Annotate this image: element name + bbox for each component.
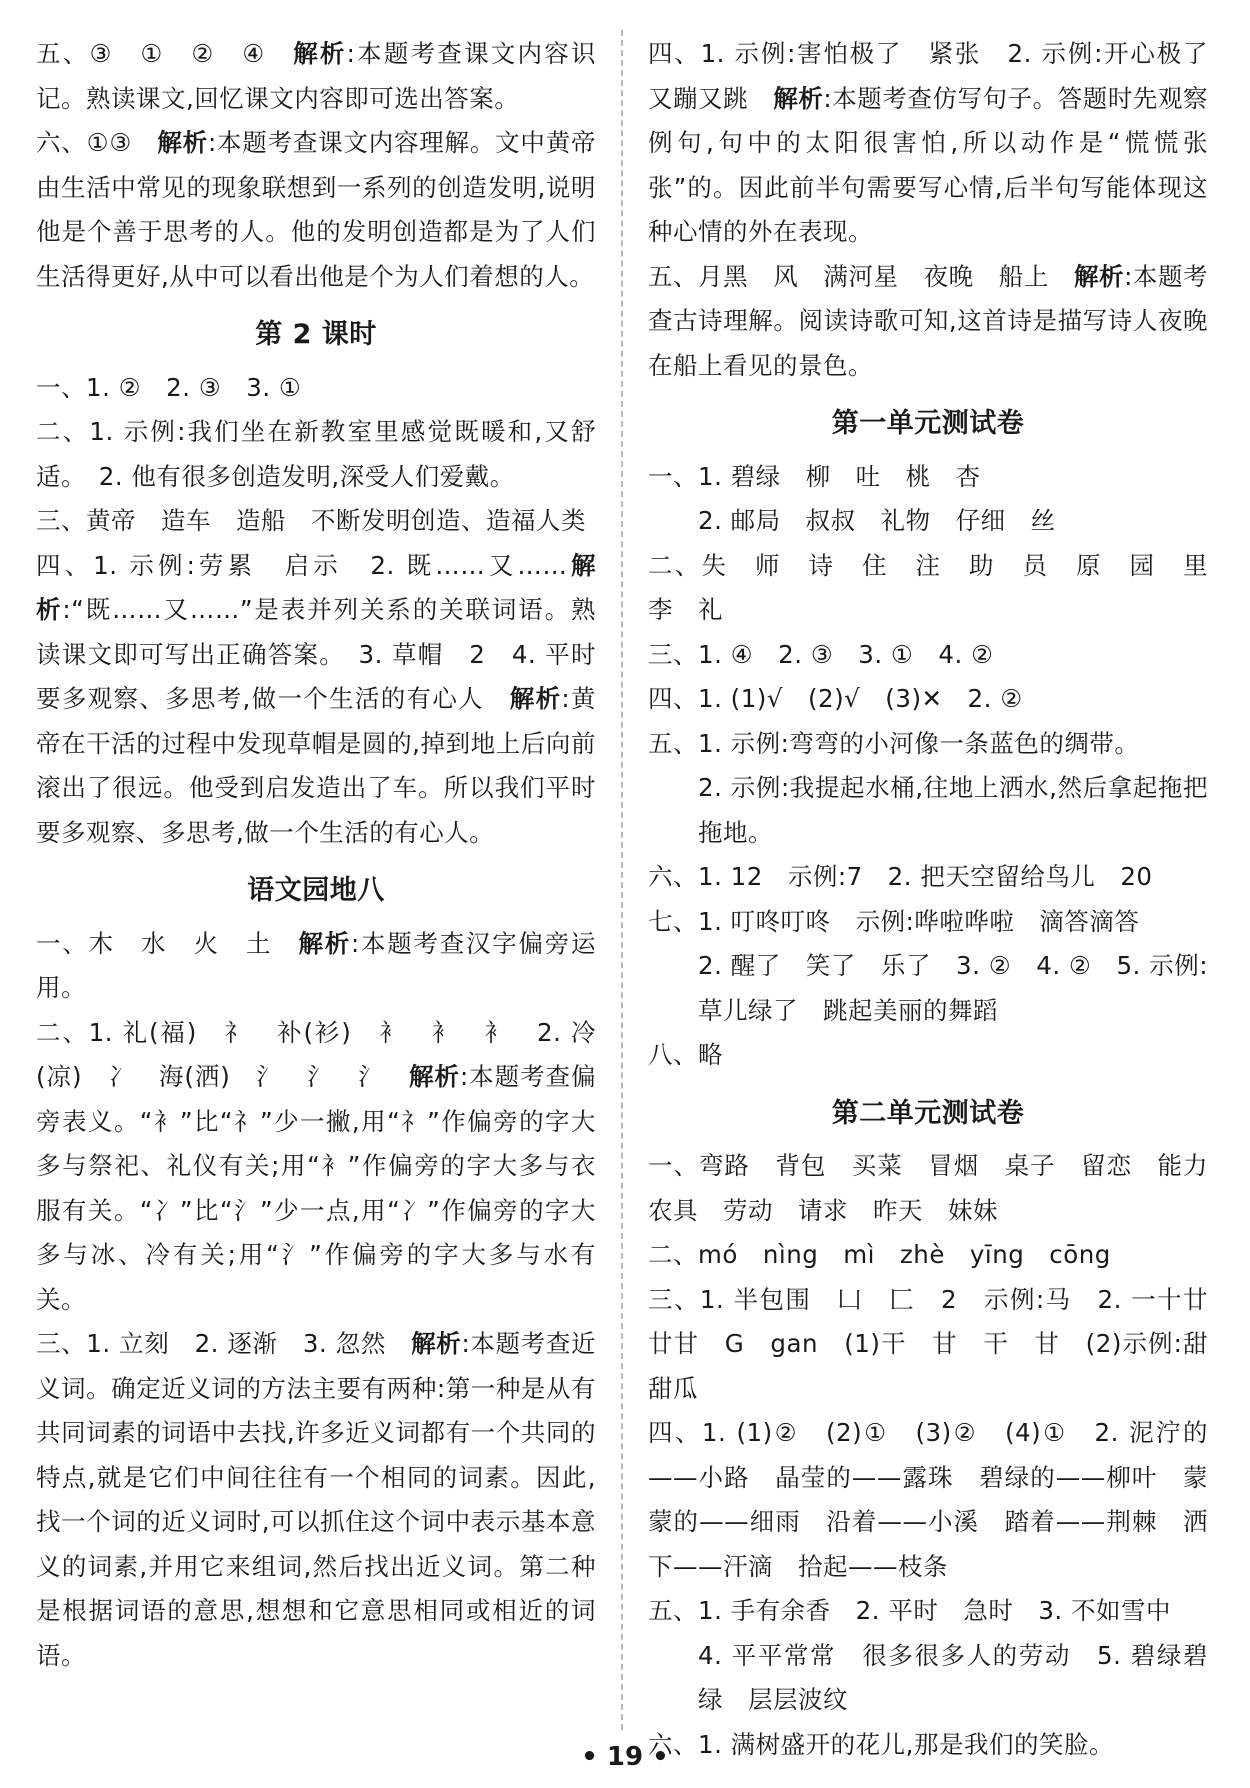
lesson2-q1: 一、1. ② 2. ③ 3. ①	[36, 372, 302, 402]
unit1-q3: 三、1. ④ 2. ③ 3. ① 4. ②	[648, 639, 994, 669]
section-heading-lesson-2: 第 2 课时	[255, 319, 377, 350]
page-number: • 19 •	[581, 1742, 669, 1772]
unit1-q2: 二、失 师 诗 住 注 助 员 原 园 里 李 礼	[648, 550, 1233, 624]
unit2-q6: 六、1. 满树盛开的花儿,那是我们的笑脸。	[648, 1729, 1114, 1759]
unit2-q4: 四、1. (1)② (2)① (3)② (4)① 2. 泥泞的——小路 晶莹的——露珠 碧绿的——柳叶 蒙蒙的——细雨 沿着——小溪 踏着——荆棘 洒下——汗滴 拾起——枝条	[648, 1418, 1208, 1581]
unit2-q5b: 4. 平平常常 很多很多人的劳动 5. 碧绿碧绿 层层波纹	[698, 1640, 1208, 1714]
unit1-q1a: 一、1. 碧绿 柳 吐 桃 杏	[648, 461, 981, 491]
column-divider	[621, 30, 623, 1730]
section-heading-garden-8: 语文园地八	[247, 875, 385, 906]
unit1-q6: 六、1. 12 示例:7 2. 把天空留给鸟儿 20	[648, 862, 1153, 891]
section-heading-unit-2-test: 第二单元测试卷	[831, 1097, 1025, 1129]
unit2-q2: 二、mó nìng mì zhè yīng cōng	[648, 1240, 1111, 1269]
left-column	[36, 32, 596, 1678]
answer-5-poem: 五、月黑 风 满河星 夜晚 船上 解析:本题考查古诗理解。阅读诗歌可知,这首诗是描写诗人夜晚在船上看见的景色。	[648, 261, 1209, 380]
unit2-q5a: 五、1. 手有余香 2. 平时 急时 3. 不如雪中	[648, 1596, 1171, 1625]
lesson2-q2: 二、1. 示例:我们坐在新教室里感觉既暖和,又舒适。 2. 他有很多创造发明,深受人们爱戴。	[36, 417, 596, 491]
unit2-q3: 三、1. 半包围 凵 匚 2 示例:马 2. 一十廿廿甘 G gan (1)干 甘 干 甘 (2)示例:甜 甜瓜	[648, 1284, 1233, 1403]
answer-6: 六、①③ 解析:本题考查课文内容理解。文中黄帝由生活中常见的现象联想到一系列的创造发明,说明他是个善于思考的人。他的发明创造都是为了人们生活得更好,从中可以看出他是个为人们着想的人。	[36, 128, 596, 291]
lesson2-q3: 三、黄帝 造车 造船 不断发明创造、造福人类	[36, 506, 586, 535]
unit1-q7a: 七、1. 叮咚叮咚 示例:哗啦哗啦 滴答滴答	[648, 906, 1140, 936]
answer-5: 五、③ ① ② ④ 解析:本题考查课文内容识记。熟读课文,回忆课文内容即可选出答案。	[36, 39, 596, 113]
lesson2-q4: 四、1. 示例:劳累 启示 2. 既……又……解析:“既……又……”是表并列关系的关联词语。熟读课文即可写出正确答案。 3. 草帽 2 4. 平时要多观察、多思考,做一个生活的有心人 解析:黄帝在干活的过程中发现草帽是圆的,掉到地上后向前滚出了很远。他受到启发造出了车。所以我们平时要多观察、多思考,做一个生活的有心人。	[36, 550, 597, 847]
unit1-q1b: 2. 邮局 叔叔 礼物 仔细 丝	[698, 506, 1056, 535]
garden-q1: 一、木 水 火 土 解析:本题考查汉字偏旁运用。	[36, 928, 596, 1002]
unit1-q7b: 2. 醒了 笑了 乐了 3. ② 4. ② 5. 示例:草儿绿了 跳起美丽的舞蹈	[698, 951, 1208, 1025]
answer-4: 四、1. 示例:害怕极了 紧张 2. 示例:开心极了 又蹦又跳 解析:本题考查仿写句子。答题时先观察例句,句中的太阳很害怕,所以动作是“慌慌张张”的。因此前半句需要写心情,后半句写能体现这种心情的外在表现。	[648, 39, 1233, 246]
unit1-q8: 八、略	[648, 1040, 723, 1069]
garden-q3: 三、1. 立刻 2. 逐渐 3. 忽然 解析:本题考查近义词。确定近义词的方法主要有两种:第一种是从有共同词素的词语中去找,许多近义词都有一个共同的特点,就是它们中间往往有一个相同的词素。因此,找一个词的近义词时,可以抓住这个词中表示基本意义的词素,并用它来组词,然后找出近义词。第二种是根据词语的意思,想想和它意思相同或相近的词语。	[36, 1329, 596, 1670]
unit1-q5b: 2. 示例:我提起水桶,往地上洒水,然后拿起拖把拖地。	[698, 773, 1208, 847]
right-column	[648, 32, 1233, 1767]
garden-q2: 二、1. 礼(福) 礻 补(衫) 衤 衤 衤 2. 冷(凉) 冫 海(洒) 氵 氵 氵 解析:本题考查偏旁表义。“衤”比“礻”少一撇,用“礻”作偏旁的字大多与祭祀、礼仪有关;用“衤”作偏旁的字大多与衣服有关。“冫”比“氵”少一点,用“冫”作偏旁的字大多与冰、冷有关;用“氵”作偏旁的字大多与水有关。	[36, 1017, 596, 1314]
unit1-q5a: 五、1. 示例:弯弯的小河像一条蓝色的绸带。	[648, 728, 1140, 758]
unit2-q1: 一、弯路 背包 买菜 冒烟 桌子 留恋 能力 农具 劳动 请求 昨天 妹妹	[648, 1151, 1233, 1225]
unit1-q4: 四、1. (1)√ (2)√ (3)✕ 2. ②	[648, 684, 1023, 713]
section-heading-unit-1-test: 第一单元测试卷	[831, 408, 1025, 439]
